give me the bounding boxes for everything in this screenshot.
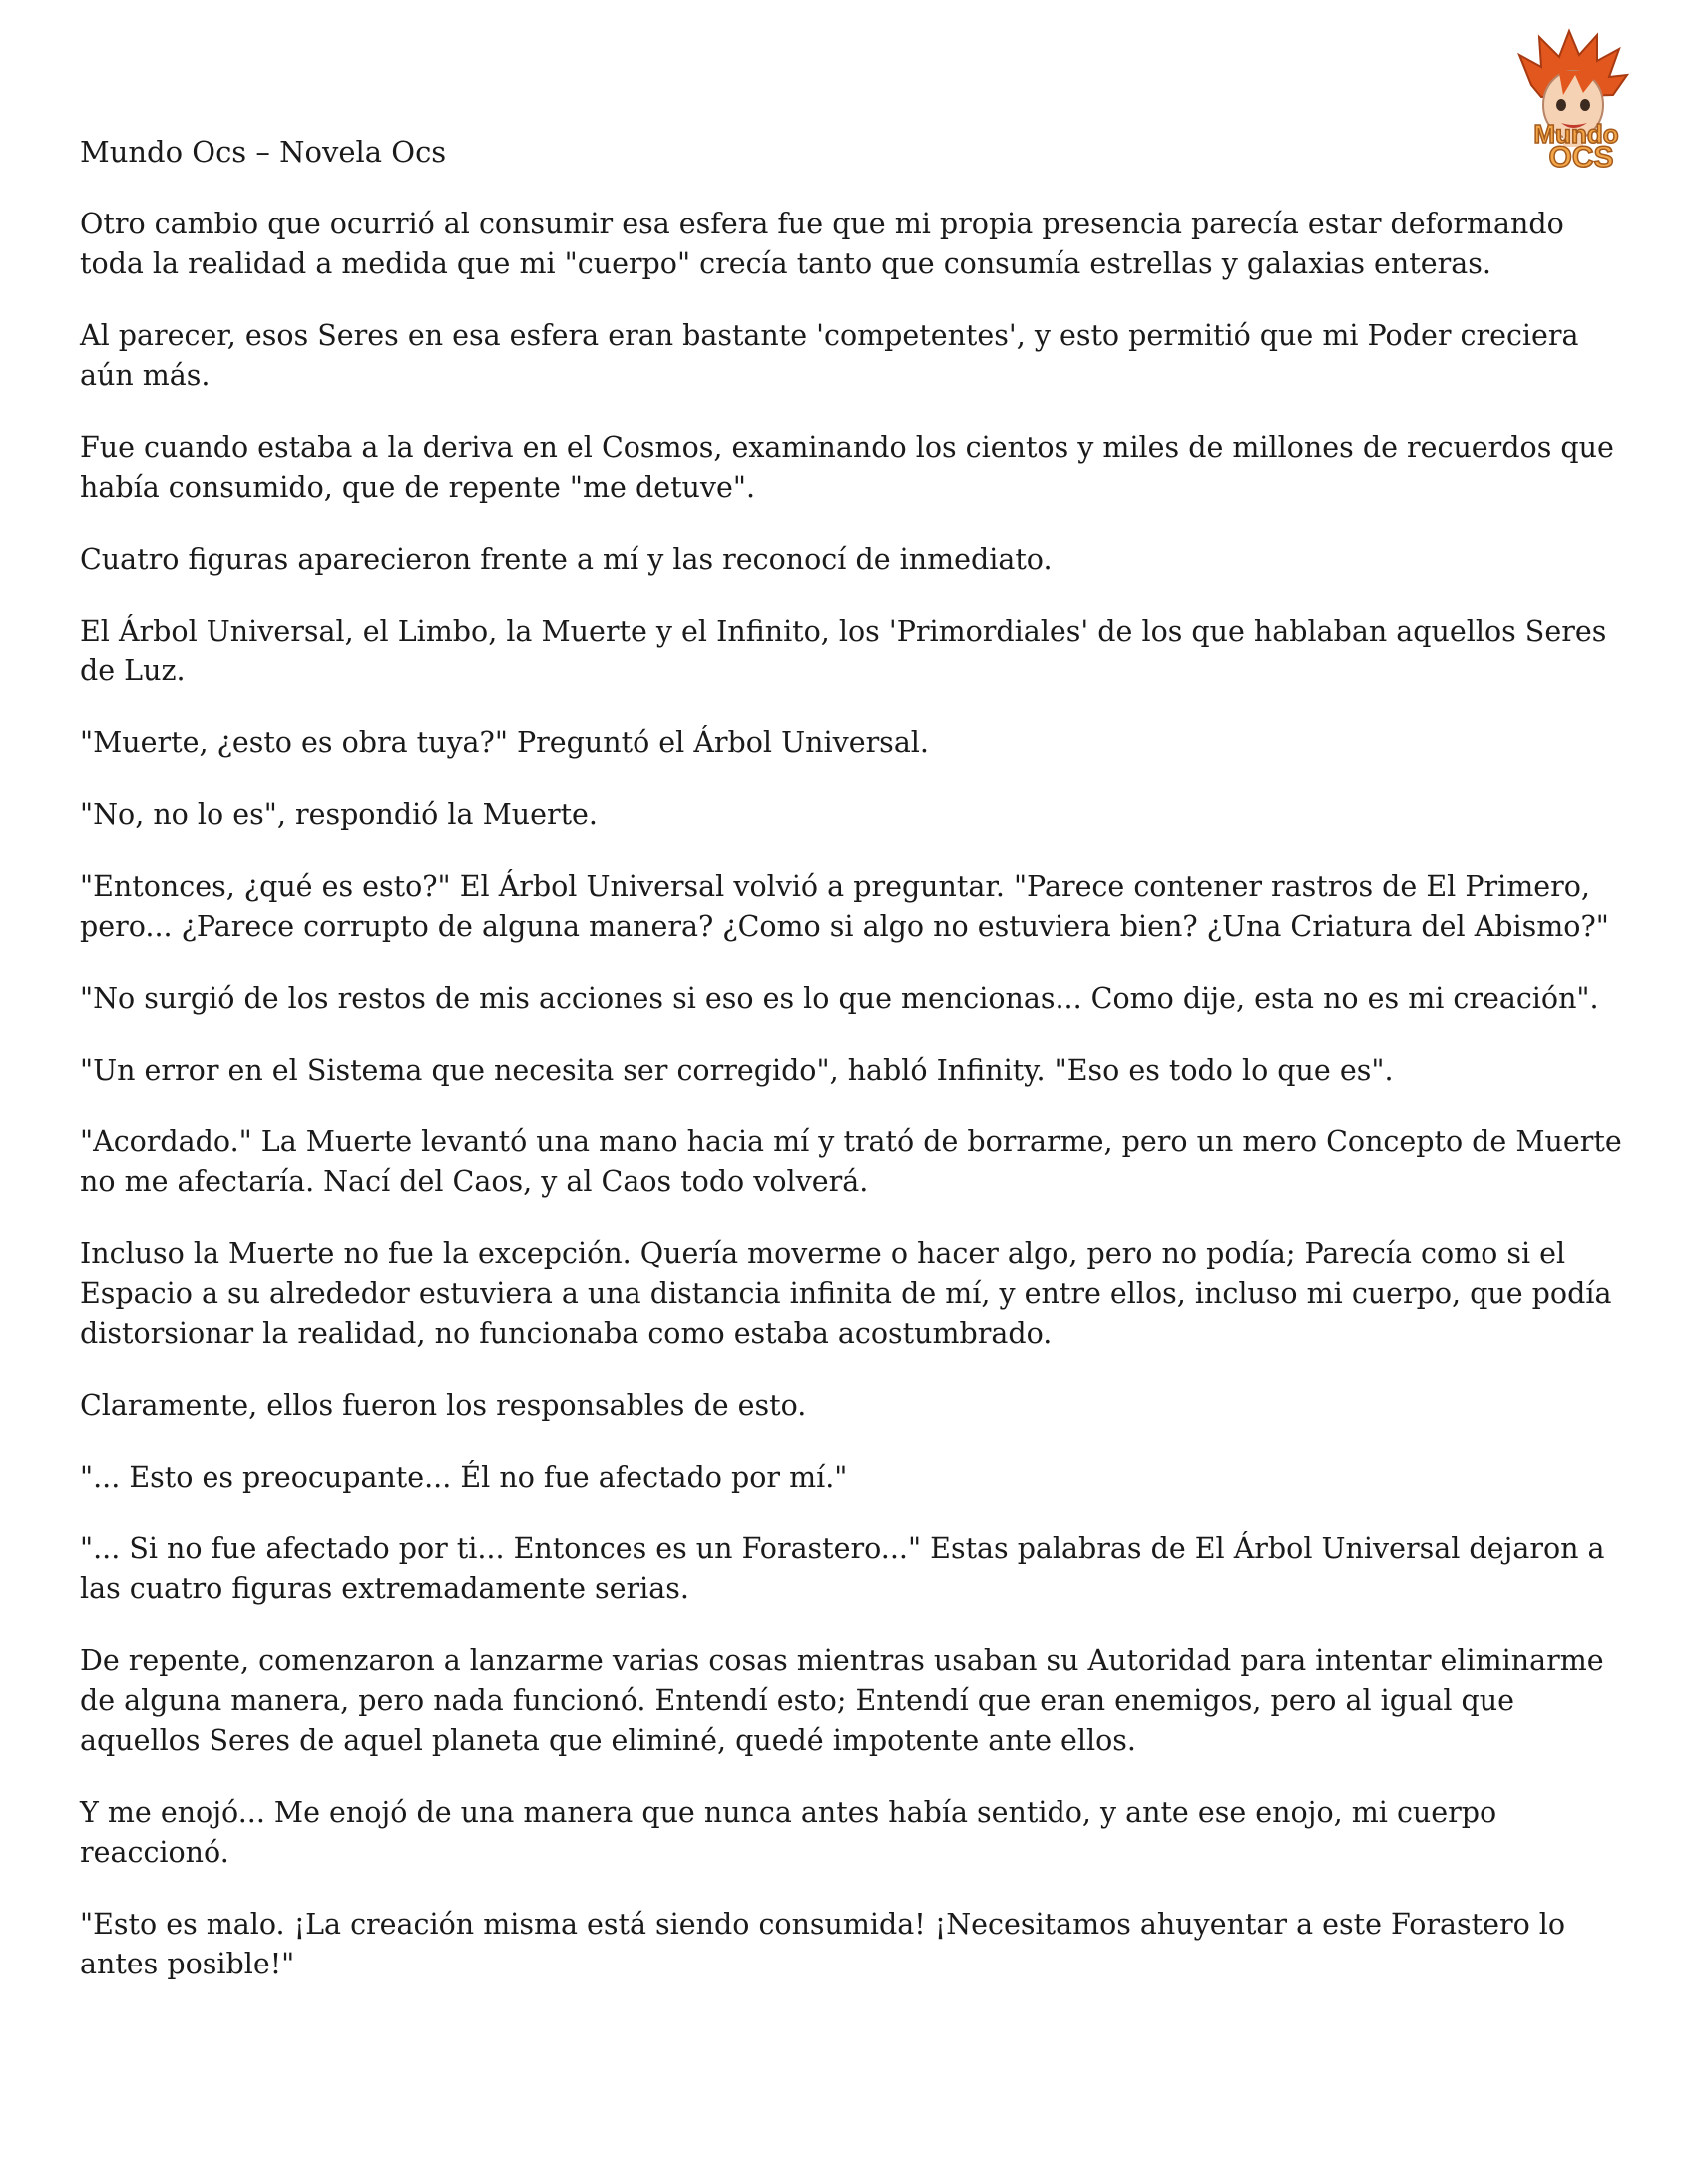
paragraph: "Esto es malo. ¡La creación misma está siendo consumida! ¡Necesitamos ahuyentar a este Forastero lo antes posible!" <box>80 1908 1566 1980</box>
paragraph: "Entonces, ¿qué es esto?" El Árbol Universal volvió a preguntar. "Parece contener rastros de El Primero, pero... ¿Parece corrupto de alguna manera? ¿Como si algo no estuviera bien? ¿Una Criatura del Abismo?" <box>80 870 1609 943</box>
paragraph: Cuatro figuras aparecieron frente a mí y las reconocí de inmediato. <box>80 543 1053 576</box>
paragraph: "Muerte, ¿esto es obra tuya?" Preguntó el Árbol Universal. <box>80 726 929 759</box>
paragraph: De repente, comenzaron a lanzarme varias cosas mientras usaban su Autoridad para intentar eliminarme de alguna manera, pero nada funcionó. Entendí esto; Entendí que eran enemigos, pero al igual que aquellos Seres de aquel planeta que eliminé, quedé impotente ante ellos. <box>80 1644 1604 1757</box>
paragraph: "No, no lo es", respondió la Muerte. <box>80 798 598 831</box>
logo-text-top: Mundo <box>1533 119 1619 149</box>
logo-graphic <box>1501 25 1651 175</box>
paragraph: Incluso la Muerte no fue la excepción. Quería moverme o hacer algo, pero no podía; Parecía como si el Espacio a su alrededor estuviera a una distancia infinita de mí, y entre ellos, incluso mi cuerpo, que podía distorsionar la realidad, no funcionaba como estaba acostumbrado. <box>80 1237 1612 1350</box>
document-body <box>80 205 1636 2016</box>
paragraph: Claramente, ellos fueron los responsables de esto. <box>80 1389 807 1422</box>
paragraph: "No surgió de los restos de mis acciones si eso es lo que mencionas... Como dije, esta no es mi creación". <box>80 982 1599 1015</box>
paragraph: "... Si no fue afectado por ti... Entonces es un Forastero..." Estas palabras de El Árbol Universal dejaron a las cuatro figuras extremadamente serias. <box>80 1532 1605 1605</box>
paragraph: Y me enojó... Me enojó de una manera que nunca antes había sentido, y ante ese enojo, mi cuerpo reaccionó. <box>80 1796 1497 1869</box>
paragraph: Otro cambio que ocurrió al consumir esa esfera fue que mi propia presencia parecía estar deformando toda la realidad a medida que mi "cuerpo" crecía tanto que consumía estrellas y galaxias enteras. <box>80 208 1564 280</box>
paragraph: Al parecer, esos Seres en esa esfera eran bastante 'competentes', y esto permitió que mi Poder creciera aún más. <box>80 319 1579 392</box>
paragraph: Fue cuando estaba a la deriva en el Cosmos, examinando los cientos y miles de millones de recuerdos que había consumido, que de repente "me detuve". <box>80 431 1614 504</box>
paragraph: El Árbol Universal, el Limbo, la Muerte y el Infinito, los 'Primordiales' de los que hablaban aquellos Seres de Luz. <box>80 615 1607 687</box>
logo-text-bottom: OCS <box>1548 141 1614 174</box>
document-header: Mundo Ocs – Novela Ocs <box>80 135 447 169</box>
paragraph: "Acordado." La Muerte levantó una mano hacia mí y trató de borrarme, pero un mero Concepto de Muerte no me afectaría. Nací del Caos, y al Caos todo volverá. <box>80 1125 1622 1198</box>
paragraph: "Un error en el Sistema que necesita ser corregido", habló Infinity. "Eso es todo lo que es". <box>80 1054 1394 1087</box>
paragraph: "... Esto es preocupante... Él no fue afectado por mí." <box>80 1461 848 1494</box>
mundo-ocs-logo-icon <box>1501 25 1651 175</box>
